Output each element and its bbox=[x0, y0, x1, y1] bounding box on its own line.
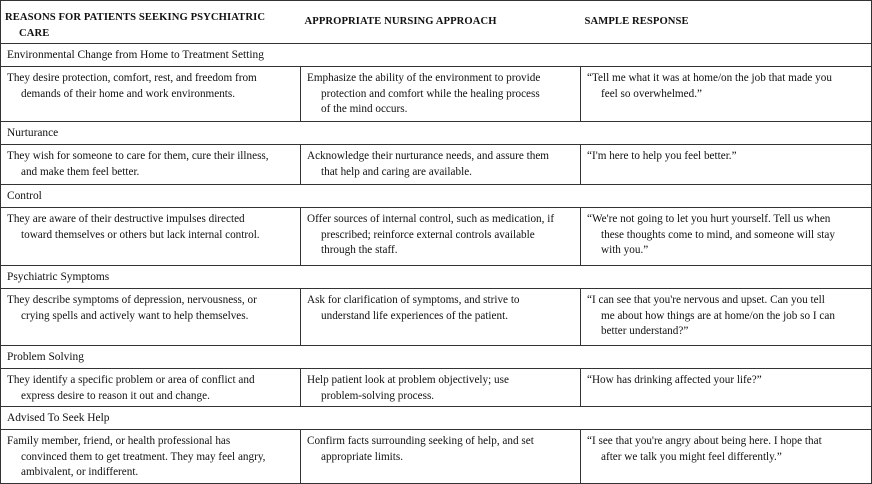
approach-text-line: protection and comfort while the healing process bbox=[321, 87, 540, 100]
response-text-line: “I see that you're angry about being here. I hope that bbox=[587, 435, 822, 447]
section-header-row bbox=[1, 407, 872, 430]
section-header-row bbox=[1, 346, 872, 369]
reason-text-line: toward themselves or others but lack internal control. bbox=[21, 228, 260, 241]
response-cell bbox=[581, 289, 872, 346]
approach-cell bbox=[301, 289, 581, 346]
section-title-cell bbox=[1, 44, 872, 67]
reason-text-line: They identify a specific problem or area of conflict and bbox=[7, 374, 255, 386]
section-title: Control bbox=[7, 190, 42, 202]
section-title-cell bbox=[1, 407, 872, 430]
approach-text-line: problem-solving process. bbox=[321, 389, 435, 402]
section-title-cell bbox=[1, 266, 872, 289]
section-title: Environmental Change from Home to Treatment Setting bbox=[7, 49, 264, 61]
approach-cell bbox=[301, 369, 581, 407]
approach-text-line: Ask for clarification of symptoms, and strive to bbox=[307, 294, 520, 306]
response-text-line: me about how things are at home/on the job so I can bbox=[601, 309, 835, 322]
reason-text-line: ambivalent, or indifferent. bbox=[21, 466, 139, 478]
section-title-cell bbox=[1, 122, 872, 145]
section-header-row bbox=[1, 122, 872, 145]
reason-text-line: They are aware of their destructive impulses directed bbox=[7, 213, 245, 225]
reason-cell bbox=[1, 145, 301, 185]
section-title: Problem Solving bbox=[7, 351, 84, 363]
approach-text-line: Offer sources of internal control, such as medication, if bbox=[307, 213, 555, 225]
response-text-line: better understand?” bbox=[601, 325, 689, 337]
table-row bbox=[1, 369, 872, 407]
section-header-row bbox=[1, 44, 872, 67]
response-cell bbox=[581, 369, 872, 407]
approach-text-line: that help and caring are available. bbox=[321, 165, 472, 178]
reason-text-line: convinced them to get treatment. They may feel angry, bbox=[21, 450, 266, 463]
approach-cell bbox=[301, 145, 581, 185]
table-body bbox=[1, 44, 872, 484]
approach-cell bbox=[301, 67, 581, 122]
header-approach-label: APPROPRIATE NURSING APPROACH bbox=[304, 16, 497, 27]
reason-cell bbox=[1, 369, 301, 407]
reason-text-line: and make them feel better. bbox=[21, 165, 140, 178]
reason-text-line: They describe symptoms of depression, nervousness, or bbox=[7, 294, 257, 306]
table-row bbox=[1, 67, 872, 122]
reason-cell bbox=[1, 67, 301, 122]
response-cell bbox=[581, 67, 872, 122]
section-title: Advised To Seek Help bbox=[7, 412, 110, 424]
reason-cell bbox=[1, 208, 301, 266]
table-row bbox=[1, 145, 872, 185]
section-title: Nurturance bbox=[7, 127, 59, 139]
response-text-line: “We're not going to let you hurt yourself. Tell us when bbox=[587, 213, 831, 225]
header-approach bbox=[301, 1, 581, 44]
response-text-line: feel so overwhelmed.” bbox=[601, 87, 702, 100]
response-text-line: “Tell me what it was at home/on the job that made you bbox=[587, 72, 832, 84]
reason-cell bbox=[1, 289, 301, 346]
section-title-cell bbox=[1, 185, 872, 208]
response-text-line: after we talk you might feel differently.” bbox=[601, 450, 782, 463]
approach-text-line: through the staff. bbox=[321, 244, 398, 256]
header-reasons bbox=[1, 1, 301, 44]
section-header-row bbox=[1, 266, 872, 289]
response-text-line: with you.” bbox=[601, 244, 649, 256]
response-text-line: “I can see that you're nervous and upset. Can you tell bbox=[587, 294, 825, 306]
reason-text-line: demands of their home and work environments. bbox=[21, 87, 236, 100]
response-cell bbox=[581, 430, 872, 484]
approach-cell bbox=[301, 430, 581, 484]
approach-text-line: of the mind occurs. bbox=[321, 103, 408, 115]
response-text-line: these thoughts come to mind, and someone will stay bbox=[601, 228, 835, 241]
response-text-line: “How has drinking affected your life?” bbox=[587, 374, 762, 386]
table-row bbox=[1, 430, 872, 484]
header-response bbox=[581, 1, 872, 44]
approach-text-line: Confirm facts surrounding seeking of help, and set bbox=[307, 435, 534, 447]
header-row bbox=[1, 1, 872, 44]
section-header-row bbox=[1, 185, 872, 208]
reason-text-line: They desire protection, comfort, rest, and freedom from bbox=[7, 72, 257, 84]
reason-text-line: Family member, friend, or health professional has bbox=[7, 435, 231, 447]
approach-text-line: understand life experiences of the patient. bbox=[321, 309, 509, 322]
approach-text-line: Emphasize the ability of the environment to provide bbox=[307, 72, 541, 84]
reason-text-line: crying spells and actively want to help themselves. bbox=[21, 309, 249, 322]
header-reasons-line2: CARE bbox=[19, 27, 50, 39]
approach-text-line: appropriate limits. bbox=[321, 450, 404, 463]
approach-cell bbox=[301, 208, 581, 266]
approach-text-line: prescribed; reinforce external controls available bbox=[321, 228, 535, 241]
reason-text-line: They wish for someone to care for them, cure their illness, bbox=[7, 150, 269, 162]
response-cell bbox=[581, 208, 872, 266]
table-row bbox=[1, 289, 872, 346]
header-response-label: SAMPLE RESPONSE bbox=[584, 16, 689, 27]
approach-text-line: Acknowledge their nurturance needs, and assure them bbox=[307, 150, 549, 162]
response-text-line: “I'm here to help you feel better.” bbox=[587, 150, 737, 162]
response-cell bbox=[581, 145, 872, 185]
section-title: Psychiatric Symptoms bbox=[7, 271, 110, 283]
section-title-cell bbox=[1, 346, 872, 369]
approach-text-line: Help patient look at problem objectively; use bbox=[307, 374, 509, 386]
reason-text-line: express desire to reason it out and change. bbox=[21, 389, 210, 402]
table-row bbox=[1, 208, 872, 266]
reason-cell bbox=[1, 430, 301, 484]
header-reasons-line1: REASONS FOR PATIENTS SEEKING PSYCHIATRIC bbox=[5, 12, 266, 23]
